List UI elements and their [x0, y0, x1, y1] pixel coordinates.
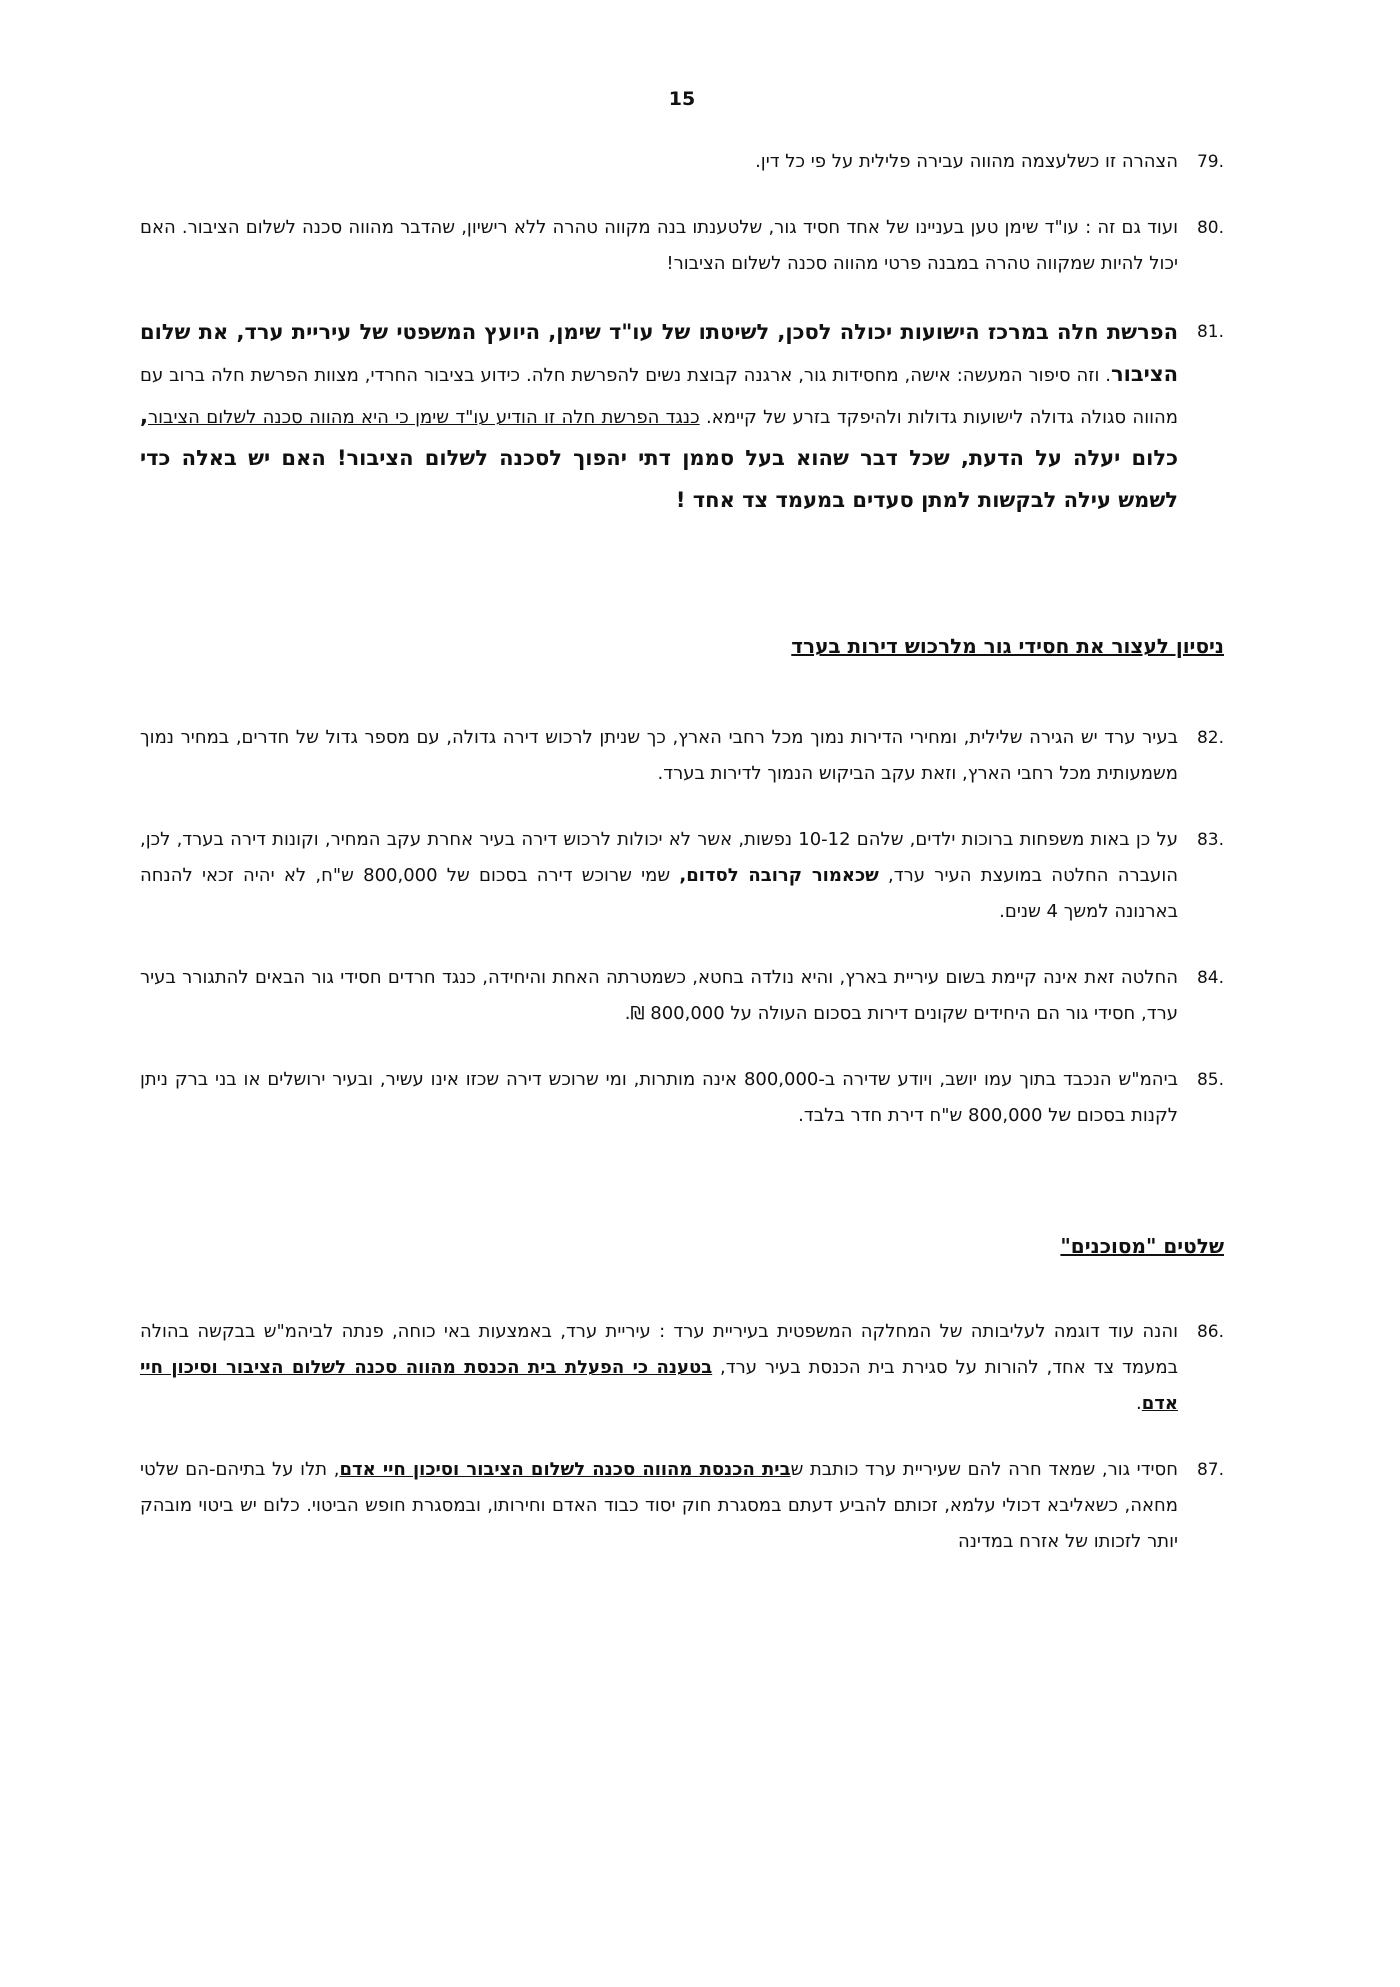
- paragraph-number: 81.: [1196, 322, 1224, 342]
- paragraph-82: [140, 720, 1224, 792]
- paragraph-text: , תלו על בתיהם-הם שלטי מחאה, כשאליבא דכולי עלמא, זכותם להביע דעתם במסגרת חוק יסוד כבוד האדם וחירותו, ובמסגרת חופש הביטוי. כלום יש ביטוי מובהק יותר לזכותו של אזרח במדינה: [140, 1459, 1178, 1552]
- paragraph-number: 85.: [1196, 1070, 1224, 1090]
- paragraph-80: [140, 210, 1224, 282]
- spacer: [140, 930, 1224, 960]
- paragraph-text: הצהרה זו כשלעצמה מהווה עבירה פלילית על פי כל דין.: [755, 151, 1178, 172]
- paragraph-number: 86.: [1196, 1322, 1224, 1342]
- spacer: [140, 1032, 1224, 1062]
- page-number: 15: [668, 88, 696, 110]
- paragraph-bold-text: שכאמור קרובה לסדום,: [679, 865, 879, 886]
- section-heading-apartments: ניסיון לעצור את חסידי גור מלרכוש דירות בערד: [791, 634, 1224, 658]
- paragraph-text: .: [1136, 1393, 1142, 1414]
- paragraph-83: [140, 822, 1224, 930]
- paragraph-84: [140, 960, 1224, 1032]
- paragraph-87: [140, 1452, 1224, 1560]
- paragraph-bold-underlined-text: בטענה כי הפעלת בית הכנסת מהווה סכנה לשלום הציבור וסיכון חיי אדם: [140, 1357, 1178, 1414]
- spacer: [140, 1422, 1224, 1452]
- paragraph-text: . וזה סיפור המעשה: אישה, מחסידות גור, ארגנה קבוצת נשים להפרשת חלה. כידוע בציבור החרדי, מצוות הפרשת חלה ברוב עם מהווה סגולה גדולה לישועות גדולות ולהיפקד בזרע של קיימא.: [140, 365, 1178, 428]
- paragraph-text: על כן באות משפחות ברוכות ילדים, שלהם 10-12 נפשות, אשר לא יכולות לרכוש דירה בעיר אחרת עקב המחיר, וקונות דירה בערד, לכן, הועברה החלטה במועצת העיר ערד,: [140, 829, 1178, 886]
- paragraph-text: חסידי גור, שמאד חרה להם שעיריית ערד כותבת ש: [790, 1459, 1178, 1480]
- spacer: [140, 1258, 1224, 1314]
- spacer: [140, 658, 1224, 720]
- paragraph-text: בעיר ערד יש הגירה שלילית, ומחירי הדירות נמוך מכל רחבי הארץ, כך שניתן לרכוש דירה גדולה, עם מספר גדול של חדרים, במחיר נמוך משמעותית מכל רחבי הארץ, וזאת עקב הביקוש הנמוך לדירות בערד.: [140, 727, 1178, 784]
- paragraph-text: החלטה זאת אינה קיימת בשום עיריית בארץ, והיא נולדה בחטא, כשמטרתה האחת והיחידה, כנגד חרדים חסידי גור הבאים להתגורר בעיר ערד, חסידי גור הם היחידים שקונים דירות בסכום העולה על 800,000 ₪.: [140, 967, 1178, 1024]
- paragraph-text: שמי שרוכש דירה בסכום של 800,000 ש"ח, לא יהיה זכאי להנחה בארנונה למשך 4 שנים.: [140, 865, 1178, 922]
- paragraph-text: והנה עוד דוגמה לעליבותה של המחלקה המשפטית בעיריית ערד : עיריית ערד, באמצעות באי כוחה, פנתה לביהמ"ש בבקשה בהולה במעמד צד אחד, להורות על סגירת בית הכנסת בעיר ערד,: [140, 1321, 1178, 1378]
- paragraph-85: [140, 1062, 1224, 1134]
- paragraph-number: 83.: [1196, 830, 1224, 850]
- paragraph-underlined-text: כנגד הפרשת חלה זו הודיע עו"ד שימן כי היא מהווה סכנה לשלום הציבור: [147, 407, 700, 428]
- section-heading-signs: שלטים "מסוכנים": [1060, 1234, 1224, 1258]
- spacer: [140, 282, 1224, 312]
- paragraph-number: 79.: [1196, 152, 1224, 172]
- paragraph-81: [140, 312, 1224, 522]
- spacer: [140, 792, 1224, 822]
- paragraph-number: 84.: [1196, 968, 1224, 988]
- spacer: [140, 522, 1224, 634]
- paragraph-86: [140, 1314, 1224, 1422]
- paragraph-text: ביהמ"ש הנכבד בתוך עמו יושב, ויודע שדירה ב-800,000 אינה מותרות, ומי שרוכש דירה שכזו אינו עשיר, ובעיר ירושלים או בני ברק ניתן לקנות בסכום של 800,000 ש"ח דירת חדר בלבד.: [140, 1069, 1178, 1126]
- paragraph-bold-tail: , כלום יעלה על הדעת, שכל דבר שהוא בעל סממן דתי יהפוך לסכנה לשלום הציבור! האם יש באלה כדי לשמש עילה לבקשות למתן סעדים במעמד צד אחד !: [140, 404, 1178, 512]
- paragraph-bold-lead: הפרשת חלה במרכז הישועות יכולה לסכן, לשיטתו של עו"ד שימן, היועץ המשפטי של עיריית ערד, את שלום הציבור: [140, 320, 1178, 386]
- spacer: [140, 180, 1224, 210]
- paragraph-number: 87.: [1196, 1460, 1224, 1480]
- paragraph-text: ועוד גם זה : עו"ד שימן טען בעניינו של אחד חסיד גור, שלטענתו בנה מקווה טהרה ללא רישיון, שהדבר מהווה סכנה לשלום הציבור. האם יכול להיות שמקווה טהרה במבנה פרטי מהווה סכנה לשלום הציבור!: [140, 217, 1178, 274]
- spacer: [140, 1134, 1224, 1234]
- paragraph-bold-underlined-text: בית הכנסת מהווה סכנה לשלום הציבור וסיכון חיי אדם: [339, 1459, 791, 1480]
- paragraph-79: [140, 144, 1224, 180]
- paragraph-number: 80.: [1196, 218, 1224, 238]
- paragraph-number: 82.: [1196, 728, 1224, 748]
